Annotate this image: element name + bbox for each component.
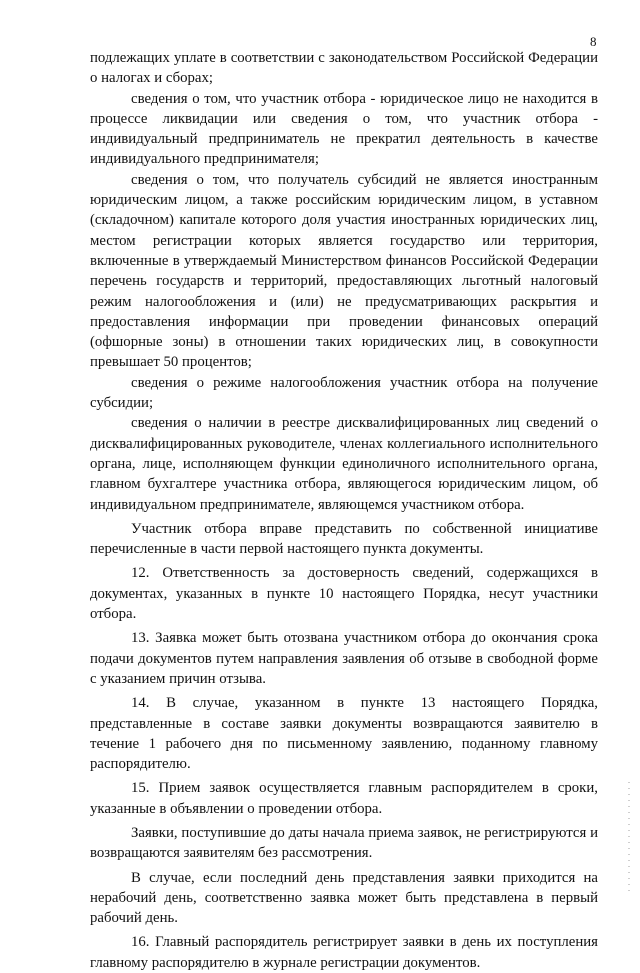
paragraph-tax-regime-info: сведения о режиме налогообложения участник отбора на получение субсидии; bbox=[90, 374, 598, 412]
paragraph-item-15: 15. Прием заявок осуществляется главным распорядителем в сроки, указанные в объявлении о проведении отбора. bbox=[90, 780, 598, 817]
document-body bbox=[90, 48, 598, 973]
paragraph-liquidation-info: сведения о том, что участник отбора - юридическое лицо не находится в процессе ликвидации или сведения о том, что участник отбора - индивидуальный предприниматель не прекратил деятельность в качестве индивидуального предпринимателя; bbox=[90, 90, 598, 168]
page-number: 8 bbox=[590, 34, 597, 49]
paragraph-item-13: 13. Заявка может быть отозвана участником отбора до окончания срока подачи документов путем направления заявления об отзыве в свободной форме с указанием причин отзыва. bbox=[90, 630, 598, 687]
paragraph-continuation: подлежащих уплате в соответствии с законодательством Российской Федерации о налогах и сборах; bbox=[90, 50, 598, 87]
paragraph-non-working-day: В случае, если последний день представления заявки приходится на нерабочий день, соответственно заявка может быть представлена в первый рабочий день. bbox=[90, 869, 598, 927]
paragraph-early-applications: Заявки, поступившие до даты начала приема заявок, не регистрируются и возвращаются заявителям без рассмотрения. bbox=[90, 824, 598, 862]
scan-artifact bbox=[628, 782, 630, 892]
paragraph-item-14: 14. В случае, указанном в пункте 13 настоящего Порядка, представленные в составе заявки документы возвращаются заявителю в течение 1 рабочего дня по письменному заявлению, поданному главному распорядителю. bbox=[90, 695, 598, 773]
paragraph-disqualified-persons-info: сведения о наличии в реестре дисквалифицированных лиц сведений о дисквалифицированных руководителе, членах коллегиального исполнительного органа, лице, исполняющем функции единоличного исполнительного органа, главном бухгалтере участника отбора, являющегося юридическим лицом, об индивидуальном предпринимателе, являющемся участником отбора. bbox=[90, 415, 598, 513]
paragraph-item-12: 12. Ответственность за достоверность сведений, содержащихся в документах, указанных в пункте 10 настоящего Порядка, несут участники отбора. bbox=[90, 565, 598, 623]
paragraph-item-16: 16. Главный распорядитель регистрирует заявки в день их поступления главному распорядителю в журнале регистрации документов. bbox=[90, 934, 598, 971]
paragraph-own-initiative: Участник отбора вправе представить по собственной инициативе перечисленные в части первой настоящего пункта документы. bbox=[90, 520, 598, 558]
paragraph-foreign-entity-info: сведения о том, что получатель субсидий не является иностранным юридическим лицом, а также российским юридическим лицом, в уставном (складочном) капитале которого доля участия иностранных юридических лиц, местом регистрации которых является государство или территория, включенные в утверждаемый Министерством финансов Российской Федерации перечень государств и территорий, предоставляющих льготный налоговый режим налогообложения и (или) не предусматривающих раскрытия и предоставления информации при проведении финансовых операций (офшорные зоны) в отношении таких юридических лиц, в совокупности превышает 50 процентов; bbox=[90, 171, 598, 371]
